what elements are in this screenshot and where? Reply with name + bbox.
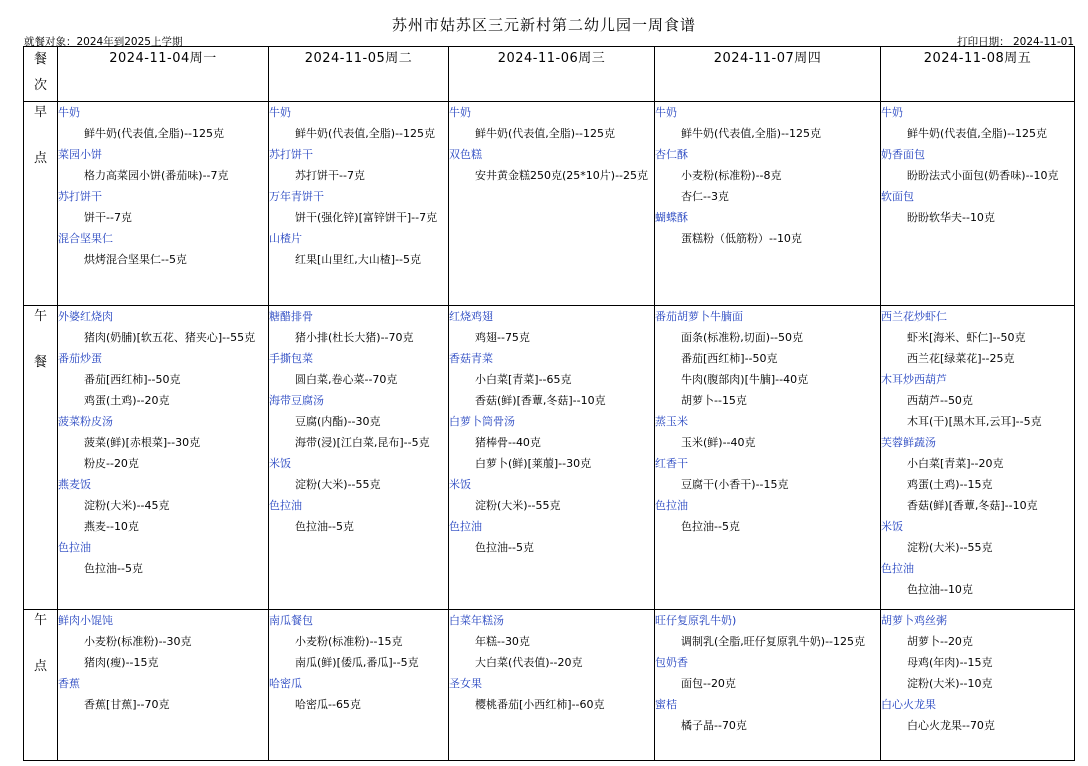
dish-name: 牛奶	[58, 106, 80, 119]
ingredient: 大白菜(代表值)--20克	[475, 655, 583, 669]
ingredient: 鲜牛奶(代表值,全脂)--125克	[475, 127, 616, 140]
dish-name: 包奶香	[655, 655, 688, 669]
ingredient: 猪肉(奶脯)[软五花、猪夹心]--55克	[84, 331, 256, 345]
header-row	[24, 47, 1075, 102]
meal-row	[24, 306, 1075, 609]
ingredient: 虾米[海米、虾仁]--50克	[907, 331, 1026, 345]
page-title: 苏州市姑苏区三元新村第二幼儿园一周食谱	[391, 16, 696, 34]
menu-cell	[58, 306, 269, 609]
ingredient: 番茄[西红柿]--50克	[681, 352, 778, 366]
dish-name: 牛奶	[655, 106, 677, 119]
ingredient: 鲜牛奶(代表值,全脂)--125克	[295, 127, 436, 140]
ingredient: 杏仁--3克	[681, 190, 729, 203]
ingredient: 豆腐(内酯)--30克	[295, 415, 381, 429]
ingredient: 牛肉(腹部肉)[牛腩]--40克	[681, 373, 809, 387]
dish-name: 蜜桔	[655, 697, 677, 711]
dish-name: 番茄炒蛋	[58, 352, 102, 366]
dish-name: 芙蓉鲜蔬汤	[881, 436, 936, 450]
ingredient: 猪肉(瘦)--15克	[84, 655, 159, 669]
ingredient: 淀粉(大米)--10克	[907, 676, 993, 690]
dish-name: 杏仁酥	[655, 148, 688, 161]
ingredient: 海带(浸)[江白菜,昆布]--5克	[295, 436, 430, 450]
ingredient: 淀粉(大米)--55克	[295, 478, 381, 492]
meal-label	[24, 306, 58, 609]
ingredient: 木耳(干)[黑木耳,云耳]--5克	[907, 415, 1042, 429]
dish-name: 圣女果	[449, 676, 482, 690]
dish-name: 苏打饼干	[269, 148, 313, 161]
dish-name: 糖醋排骨	[269, 310, 313, 324]
corner-char: 餐	[33, 52, 47, 67]
ingredient: 格力高菜园小饼(番茄味)--7克	[84, 169, 229, 182]
ingredient: 樱桃番茄[小西红柿]--60克	[475, 697, 605, 711]
print-date: 打印日期： 2024-11-01	[957, 36, 1074, 48]
ingredient: 淀粉(大米)--55克	[475, 499, 561, 513]
ingredient: 猪小排(杜长大猪)--70克	[295, 331, 414, 345]
dish-name: 西兰花炒虾仁	[881, 310, 947, 324]
meal-label	[24, 102, 58, 306]
ingredient: 番茄[西红柿]--50克	[84, 373, 181, 387]
menu-cell	[449, 609, 655, 760]
ingredient: 色拉油--5克	[295, 520, 354, 534]
ingredient: 南瓜(鲜)[倭瓜,番瓜]--5克	[295, 655, 419, 669]
dish-name: 胡萝卜鸡丝粥	[881, 613, 947, 627]
dish-name: 菜园小饼	[58, 148, 102, 161]
ingredient: 西兰花[绿菜花]--25克	[907, 352, 1015, 366]
weekly-menu-table	[23, 46, 1075, 761]
ingredient: 粉皮--20克	[84, 457, 139, 471]
dish-name: 白菜年糕汤	[449, 613, 504, 627]
menu-cell	[269, 306, 449, 609]
dish-name: 山楂片	[269, 232, 302, 245]
dish-name: 牛奶	[449, 106, 471, 119]
ingredient: 圆白菜,卷心菜--70克	[295, 373, 398, 387]
menu-cell	[881, 609, 1075, 760]
dish-name: 牛奶	[269, 106, 291, 119]
meal-label-char: 点	[33, 151, 47, 166]
dish-name: 米饭	[269, 457, 291, 471]
dish-name: 色拉油	[58, 541, 91, 555]
dish-name: 苏打饼干	[58, 190, 102, 203]
dish-name: 白心火龙果	[881, 697, 936, 711]
dish-name: 木耳炒西葫芦	[881, 373, 947, 387]
ingredient: 安井黄金糕250克(25*10片)--25克	[475, 169, 649, 182]
dish-name: 色拉油	[881, 562, 914, 576]
ingredient: 香菇(鲜)[香蕈,冬菇]--10克	[475, 394, 606, 408]
dish-name: 米饭	[449, 478, 471, 492]
ingredient: 鸡翅--75克	[475, 331, 530, 345]
ingredient: 胡萝卜--20克	[907, 634, 973, 648]
menu-cell	[881, 102, 1075, 306]
menu-cell	[269, 102, 449, 306]
ingredient: 菠菜(鲜)[赤根菜]--30克	[84, 436, 201, 450]
ingredient: 小白菜[青菜]--20克	[907, 457, 1004, 471]
dish-name: 色拉油	[655, 499, 688, 513]
meal-label	[24, 609, 58, 760]
day-header: 2024-11-07周四	[655, 47, 881, 102]
ingredient: 红果[山里红,大山楂]--5克	[295, 253, 422, 266]
ingredient: 西葫芦--50克	[907, 394, 973, 408]
ingredient: 盼盼软华夫--10克	[907, 211, 995, 224]
menu-cell	[881, 306, 1075, 609]
ingredient: 鲜牛奶(代表值,全脂)--125克	[84, 127, 225, 140]
dish-name: 万年青饼干	[269, 190, 324, 203]
ingredient: 调制乳(全脂,旺仔复原乳牛奶)--125克	[681, 634, 866, 648]
meal-label-char: 午	[33, 612, 47, 628]
dish-name: 旺仔复原乳牛奶)	[655, 613, 737, 627]
ingredient: 白萝卜(鲜)[莱菔]--30克	[475, 457, 592, 471]
ingredient: 烘烤混合坚果仁--5克	[84, 253, 187, 266]
meal-label-char: 早	[33, 105, 47, 120]
ingredient: 饼干--7克	[84, 211, 132, 224]
dish-name: 香菇青菜	[449, 352, 493, 366]
ingredient: 小麦粉(标准粉)--15克	[295, 634, 403, 648]
ingredient: 蛋糕粉（低筋粉）--10克	[681, 232, 802, 245]
ingredient: 年糕--30克	[475, 634, 530, 648]
ingredient: 色拉油--5克	[475, 541, 534, 555]
ingredient: 色拉油--5克	[681, 520, 740, 534]
ingredient: 香蕉[甘蕉]--70克	[84, 697, 170, 711]
menu-cell	[58, 609, 269, 760]
dish-name: 燕麦饭	[58, 478, 91, 492]
ingredient: 鲜牛奶(代表值,全脂)--125克	[907, 127, 1048, 140]
meal-label-char: 点	[33, 658, 47, 674]
corner-char: 次	[33, 78, 47, 93]
day-header: 2024-11-05周二	[269, 47, 449, 102]
dish-name: 白萝卜筒骨汤	[449, 415, 515, 429]
menu-cell	[655, 306, 881, 609]
meal-column-header	[24, 47, 58, 102]
ingredient: 鸡蛋(土鸡)--15克	[907, 478, 993, 492]
ingredient: 燕麦--10克	[84, 520, 139, 534]
ingredient: 白心火龙果--70克	[907, 718, 995, 732]
day-header: 2024-11-06周三	[449, 47, 655, 102]
ingredient: 小麦粉(标准粉)--8克	[681, 169, 782, 182]
ingredient: 猪棒骨--40克	[475, 436, 541, 450]
ingredient: 哈密瓜--65克	[295, 697, 361, 711]
ingredient: 鸡蛋(土鸡)--20克	[84, 394, 170, 408]
menu-cell	[655, 609, 881, 760]
dish-name: 红香干	[655, 457, 688, 471]
dish-name: 香蕉	[58, 676, 80, 690]
ingredient: 胡萝卜--15克	[681, 394, 747, 408]
ingredient: 面包--20克	[681, 676, 736, 690]
dining-target: 就餐对象：2024年到2025上学期	[24, 36, 183, 48]
dish-name: 南瓜餐包	[269, 613, 313, 627]
dish-name: 菠菜粉皮汤	[58, 415, 113, 429]
dish-name: 色拉油	[269, 499, 302, 513]
menu-cell	[449, 306, 655, 609]
meal-label-char: 餐	[33, 355, 47, 371]
dish-name: 奶香面包	[881, 148, 925, 161]
dish-name: 鲜肉小馄饨	[58, 613, 113, 627]
dish-name: 蝴蝶酥	[655, 211, 688, 224]
dish-name: 手撕包菜	[269, 352, 313, 366]
menu-cell	[655, 102, 881, 306]
dish-name: 牛奶	[881, 106, 903, 119]
ingredient: 母鸡(年肉)--15克	[907, 655, 993, 669]
dish-name: 番茄胡萝卜牛腩面	[655, 310, 743, 324]
meal-label-char: 午	[33, 309, 47, 325]
ingredient: 玉米(鲜)--40克	[681, 436, 756, 450]
meal-row	[24, 102, 1075, 306]
ingredient: 色拉油--10克	[907, 583, 973, 597]
ingredient: 淀粉(大米)--45克	[84, 499, 170, 513]
dish-name: 蒸玉米	[655, 415, 688, 429]
ingredient: 苏打饼干--7克	[295, 169, 365, 182]
dish-name: 海带豆腐汤	[269, 394, 324, 408]
dish-name: 双色糕	[449, 148, 482, 161]
dish-name: 哈密瓜	[269, 676, 302, 690]
ingredient: 香菇(鲜)[香蕈,冬菇]--10克	[907, 499, 1038, 513]
dish-name: 外婆红烧肉	[58, 310, 113, 324]
dish-name: 色拉油	[449, 520, 482, 534]
day-header: 2024-11-04周一	[58, 47, 269, 102]
dish-name: 混合坚果仁	[58, 232, 113, 245]
menu-cell	[269, 609, 449, 760]
ingredient: 豆腐干(小香干)--15克	[681, 478, 789, 492]
dish-name: 红烧鸡翅	[449, 310, 493, 324]
ingredient: 色拉油--5克	[84, 562, 143, 576]
ingredient: 小白菜[青菜]--65克	[475, 373, 572, 387]
ingredient: 淀粉(大米)--55克	[907, 541, 993, 555]
menu-cell	[449, 102, 655, 306]
ingredient: 饼干(强化锌)[富锌饼干]--7克	[295, 211, 438, 224]
menu-cell	[58, 102, 269, 306]
day-header: 2024-11-08周五	[881, 47, 1075, 102]
ingredient: 面条(标准粉,切面)--50克	[681, 331, 804, 345]
dish-name: 米饭	[881, 520, 903, 534]
ingredient: 小麦粉(标准粉)--30克	[84, 634, 192, 648]
ingredient: 鲜牛奶(代表值,全脂)--125克	[681, 127, 822, 140]
dish-name: 软面包	[881, 190, 914, 203]
meal-row	[24, 609, 1075, 760]
ingredient: 盼盼法式小面包(奶香味)--10克	[907, 169, 1059, 182]
ingredient: 橘子晶--70克	[681, 718, 747, 732]
